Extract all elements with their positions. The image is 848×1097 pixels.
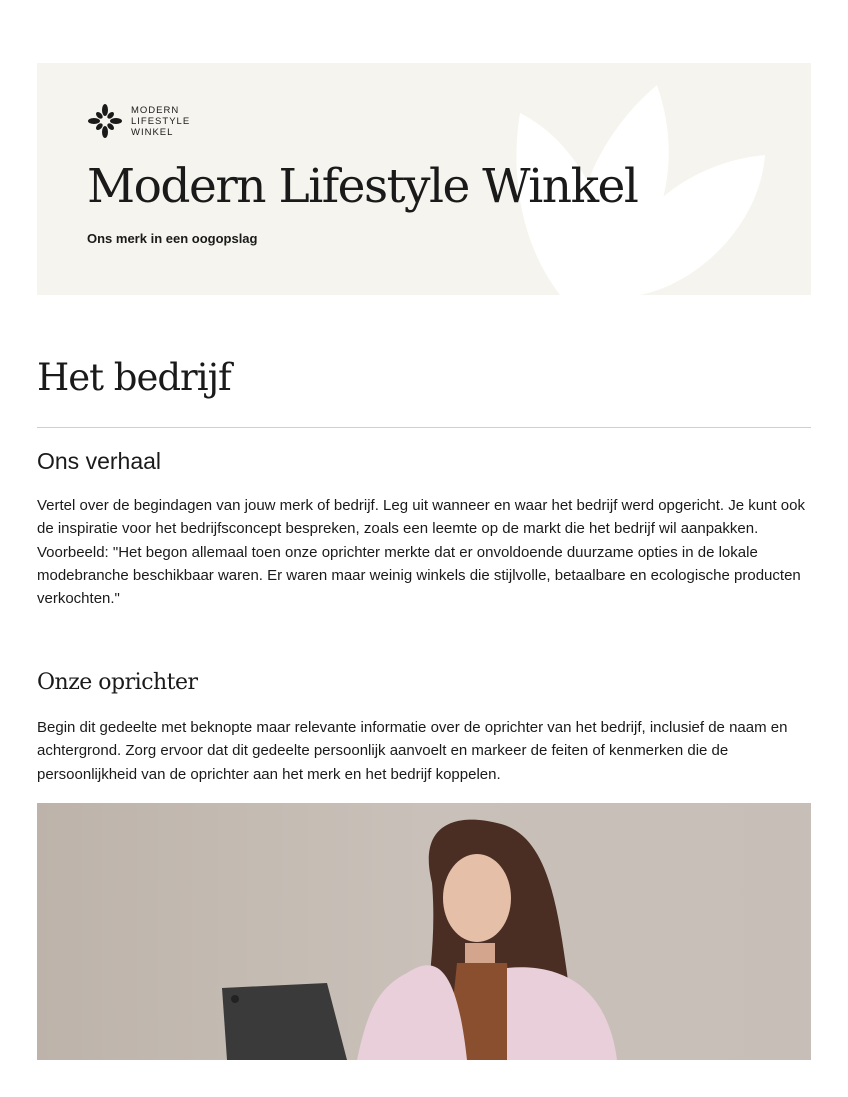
divider: [37, 427, 811, 428]
story-heading: Ons verhaal: [37, 448, 162, 474]
founder-heading: Onze oprichter: [37, 670, 198, 695]
founder-photo-illustration: [37, 803, 811, 1060]
founder-photo: [37, 803, 811, 1060]
header-banner: [37, 63, 811, 295]
logo-line: WINKEL: [131, 126, 174, 138]
brand-logo: [87, 103, 190, 139]
logo-line: LIFESTYLE: [131, 115, 191, 127]
founder-paragraph: Begin dit gedeelte met beknopte maar relevante informatie over de oprichter van het bedrijf, inclusief de naam en achtergrond. Zorg ervoor dat dit gedeelte persoonlijk aanvoelt en markeer de feiten of kenmerken die de persoonlijkheid van de oprichter aan het merk en het bedrijf koppelen.: [37, 719, 788, 783]
flower-logo-icon: [87, 103, 123, 139]
story-paragraph: Vertel over de begindagen van jouw merk of bedrijf. Leg uit wanneer en waar het bedrijf werd opgericht. Je kunt ook de inspiratie voor het bedrijfsconcept bespreken, zoals een leemte op de markt die het bedrijf wil aanpakken. Voorbeeld: "Het begon allemaal toen onze oprichter merkte dat er onvoldoende duurzame opties in de lokale modebranche beschikbaar waren. Er waren maar weinig winkels die stijlvolle, betaalbare en ecologische producten verkochten.": [37, 497, 805, 608]
document-subtitle: Ons merk in een oogopslag: [87, 231, 258, 246]
section-heading: Het bedrijf: [37, 356, 231, 399]
document-title: Modern Lifestyle Winkel: [87, 159, 638, 214]
logo-line: MODERN: [131, 104, 180, 116]
